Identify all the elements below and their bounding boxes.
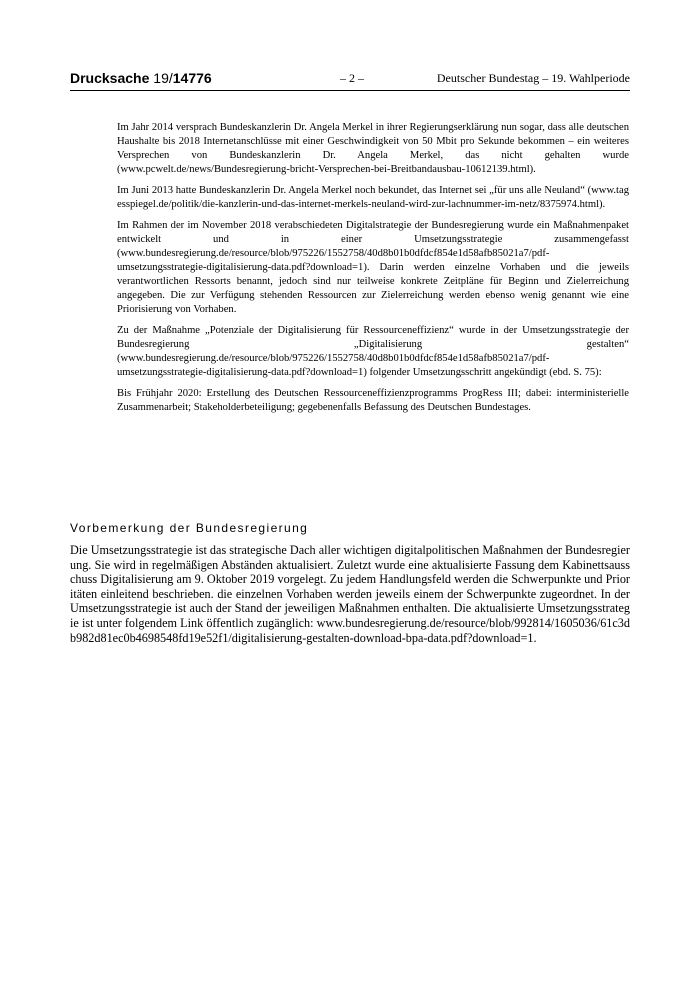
- remark-paragraph: Die Umsetzungsstrategie ist das strategische Dach aller wichtigen digitalpolitischen Maßnahmen der Bundesregierung. Sie wird in regelmäßigen Abständen aktualisiert. Zuletzt wurde eine aktualisierte Fassung dem Kabinettsausschuss Digitalisierung am 9. Oktober 2019 vorgelegt. Zu jedem Handlungsfeld werden die Schwerpunkte und Prioritäten einleitend beschrieben. die einzelnen Vorhaben werden jeweils einem der Schwerpunkte zugeordnet. In der Umsetzungsstrategie ist auch der Stand der jeweiligen Maßnahmen enthalten. Die aktualisierte Umsetzungsstrategie ist unter folgendem Link öffentlich zugänglich: www.bundesregierung.de/resource/blob/992814/1605036/61c3db982d81ec0b4698548fd19e52f1/digitalisierung-gestalten-download-bpa-data.pdf?download=1.: [70, 543, 630, 645]
- doc-label: Drucksache: [70, 70, 150, 86]
- doc-number-prefix: 19/: [153, 70, 173, 86]
- section-heading: Vorbemerkung der Bundesregierung: [70, 521, 309, 535]
- question-preamble: [117, 121, 629, 422]
- institution-label: Deutscher Bundestag – 19. Wahlperiode: [436, 71, 630, 85]
- page-number: – 2 –: [340, 71, 364, 85]
- document-number: [70, 70, 212, 86]
- government-preliminary-remark: [70, 543, 630, 645]
- preamble-paragraph: Im Rahmen der im November 2018 verabschiedeten Digitalstrategie der Bundesregierung wurde ein Maßnahmenpaket entwickelt und in einer Umsetzungsstrategie zusammengefasst (www.bundesregierung.de/resource/blob/975226/1552758/40d8b01b0dfdcf854e1d58afb85021a7/pdf-umsetzungsstrategie-digitalisierung-data.pdf?download=1). Darin werden einzelne Vorhaben und die jeweils verantwortlichen Ressorts benannt, jedoch sind nur teilweise konkrete Zeitpläne für Beginn und Zielerreichung angegeben. Die zur Verfügung stehenden Ressourcen zur Zielerreichung werden ebenso wenig genannt wie eine Priorisierung von Vorhaben.: [117, 220, 629, 315]
- preamble-paragraph: Zu der Maßnahme „Potenziale der Digitalisierung für Ressourceneffizienz“ wurde in der Umsetzungsstrategie der Bundesregierung „Digitalisierung gestalten“ (www.bundesregierung.de/resource/blob/975226/1552758/40d8b01b0dfdcf854e1d58afb85021a7/pdf-umsetzungsstrategie-digitalisierung-data.pdf?download=1) folgender Umsetzungsschritt angekündigt (ebd. S. 75):: [117, 325, 629, 378]
- preamble-paragraph: Im Jahr 2014 versprach Bundeskanzlerin Dr. Angela Merkel in ihrer Regierungserklärung nun sogar, dass alle deutschen Haushalte bis 2018 Internetanschlüsse mit einer Geschwindigkeit von 50 Mbit pro Sekunde bekommen – ein weiteres Versprechen von Bundeskanzlerin Dr. Angela Merkel, das nicht gehalten wurde (www.pcwelt.de/news/Bundesregierung-bricht-Versprechen-bei-Breitbandausbau-10612139.html).: [117, 122, 629, 175]
- page-header: [70, 70, 630, 91]
- doc-number-suffix: 14776: [172, 70, 212, 86]
- preamble-paragraph: Im Juni 2013 hatte Bundeskanzlerin Dr. Angela Merkel noch bekundet, das Internet sei „für uns alle Neuland“ (www.tagesspiegel.de/politik/die-kanzlerin-und-das-internet-merkels-neuland-wird-zur-lachnummer-im-netz/8375974.html).: [117, 185, 629, 210]
- preamble-paragraph: Bis Frühjahr 2020: Erstellung des Deutschen Ressourceneffizienzprogramms ProgRess III; dabei: interministerielle Zusammenarbeit; Stakeholderbeteiligung; gegebenenfalls Befassung des Deutschen Bundestages.: [117, 388, 629, 413]
